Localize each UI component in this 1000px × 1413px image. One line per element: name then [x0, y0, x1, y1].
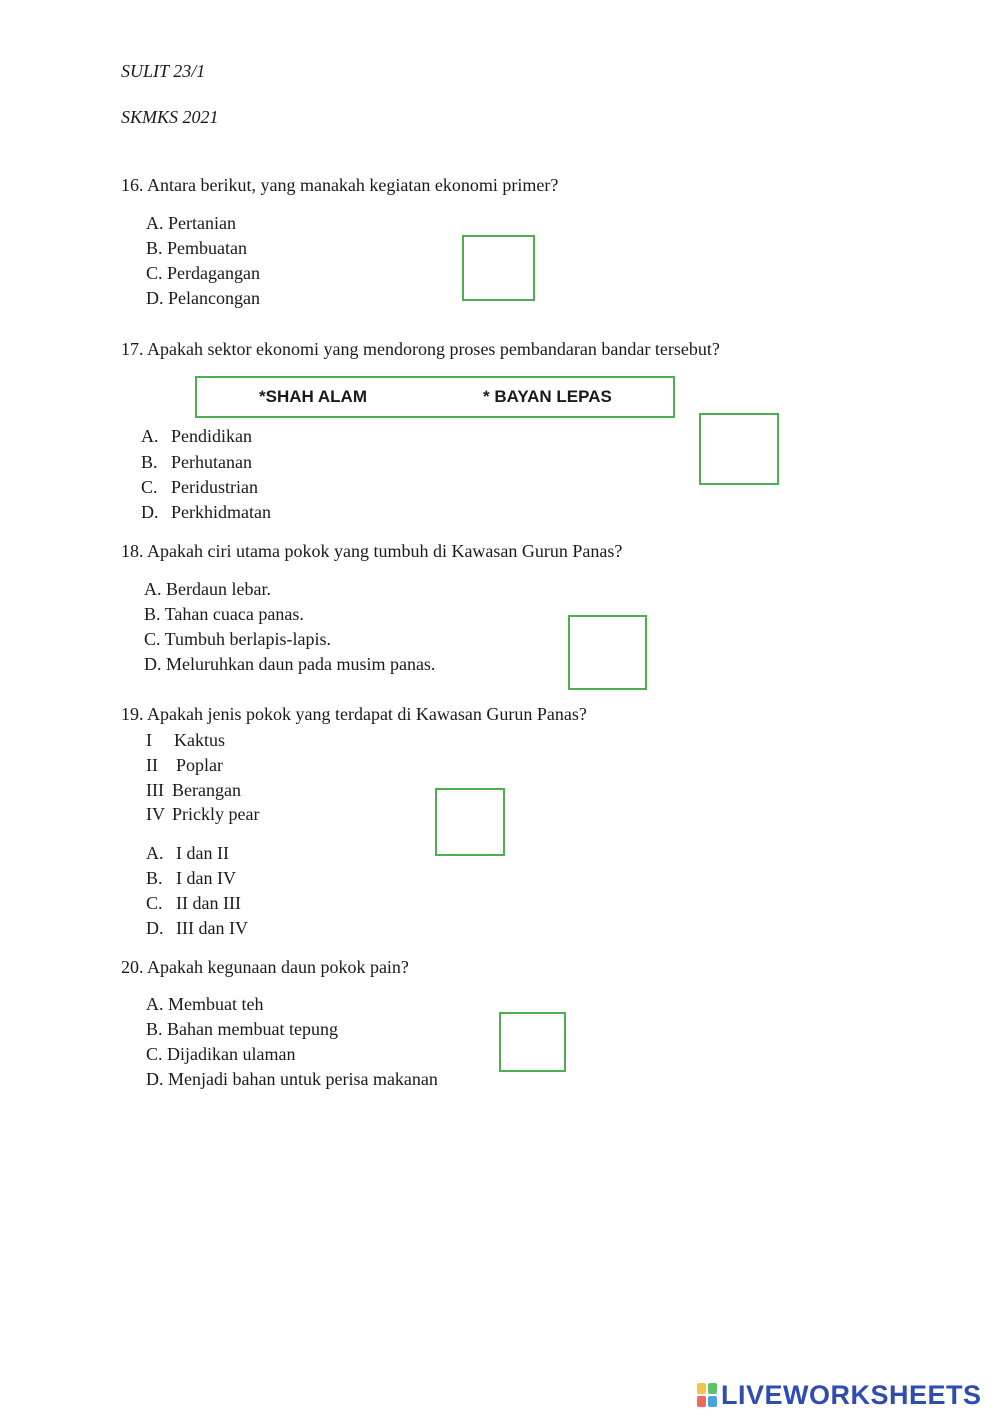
- q17-cities-box: [195, 376, 675, 418]
- q19-item-2-text: Poplar: [176, 755, 223, 775]
- q17-option-b-letter: B.: [141, 452, 158, 472]
- q20-option-b: B. Bahan membuat tepung: [146, 1019, 338, 1039]
- q18-question: 18. Apakah ciri utama pokok yang tumbuh di Kawasan Gurun Panas?: [121, 541, 623, 561]
- q19-item-4-text: Prickly pear: [172, 804, 260, 824]
- q18-option-c: C. Tumbuh berlapis-lapis.: [144, 629, 332, 649]
- q20-option-a: A. Membuat teh: [146, 994, 264, 1014]
- q18-option-a: A. Berdaun lebar.: [144, 579, 271, 599]
- q19-item-4-num: IV: [146, 804, 165, 824]
- q17-option-d-letter: D.: [141, 502, 159, 522]
- q17-option-c-letter: C.: [141, 477, 158, 497]
- header-code: SULIT 23/1: [121, 61, 206, 81]
- q16-option-a: A. Pertanian: [146, 213, 236, 233]
- q19-option-a-letter: A.: [146, 843, 164, 863]
- q16-question: 16. Antara berikut, yang manakah kegiatan ekonomi primer?: [121, 175, 559, 195]
- q18-answer-box[interactable]: [568, 615, 647, 690]
- q19-item-1-num: I: [146, 730, 152, 750]
- q19-option-d-text: III dan IV: [176, 918, 248, 938]
- q16-option-b: B. Pembuatan: [146, 238, 247, 258]
- header-school: SKMKS 2021: [121, 107, 219, 127]
- q20-question: 20. Apakah kegunaan daun pokok pain?: [121, 957, 409, 977]
- q19-item-2-num: II: [146, 755, 158, 775]
- liveworksheets-logo[interactable]: [697, 1380, 982, 1410]
- q19-item-3-text: Berangan: [172, 780, 241, 800]
- q17-option-a-letter: A.: [141, 426, 159, 446]
- q19-item-3-num: III: [146, 780, 164, 800]
- q16-answer-box[interactable]: [462, 235, 535, 301]
- q17-option-a-text: Pendidikan: [171, 426, 252, 446]
- q19-option-b-letter: B.: [146, 868, 163, 888]
- q19-item-1-text: Kaktus: [174, 730, 225, 750]
- q17-answer-box[interactable]: [699, 413, 779, 485]
- q19-option-d-letter: D.: [146, 918, 164, 938]
- q20-answer-box[interactable]: [499, 1012, 566, 1072]
- q18-option-b: B. Tahan cuaca panas.: [144, 604, 304, 624]
- q20-option-d: D. Menjadi bahan untuk perisa makanan: [146, 1069, 438, 1089]
- q17-city-1: *SHAH ALAM: [259, 387, 367, 406]
- q19-option-c-text: II dan III: [176, 893, 241, 913]
- q19-option-b-text: I dan IV: [176, 868, 236, 888]
- q17-option-c-text: Peridustrian: [171, 477, 258, 497]
- q16-option-d: D. Pelancongan: [146, 288, 260, 308]
- q16-option-c: C. Perdagangan: [146, 263, 260, 283]
- q19-question: 19. Apakah jenis pokok yang terdapat di Kawasan Gurun Panas?: [121, 704, 587, 724]
- q19-option-c-letter: C.: [146, 893, 163, 913]
- brand-name: LIVEWORKSHEETS: [721, 1379, 982, 1410]
- q17-question: 17. Apakah sektor ekonomi yang mendorong proses pembandaran bandar tersebut?: [121, 339, 720, 359]
- q17-option-d-text: Perkhidmatan: [171, 502, 271, 522]
- q19-answer-box[interactable]: [435, 788, 505, 856]
- q17-option-b-text: Perhutanan: [171, 452, 252, 472]
- q20-option-c: C. Dijadikan ulaman: [146, 1044, 296, 1064]
- q17-city-2: * BAYAN LEPAS: [483, 387, 612, 406]
- q19-option-a-text: I dan II: [176, 843, 229, 863]
- q18-option-d: D. Meluruhkan daun pada musim panas.: [144, 654, 436, 674]
- liveworksheets-logo-icon: [697, 1383, 717, 1407]
